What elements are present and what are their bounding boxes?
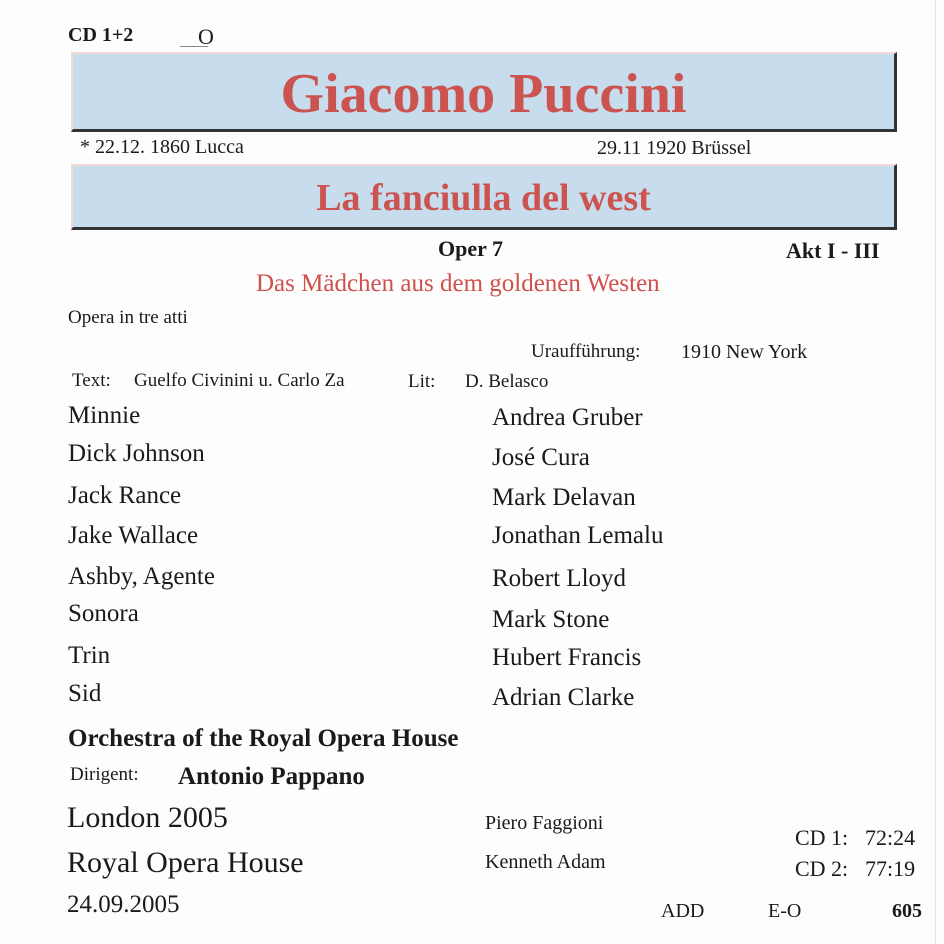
format-label: ADD: [661, 900, 705, 922]
cast-role: Trin: [68, 642, 111, 669]
orchestra: Orchestra of the Royal Opera House: [68, 725, 459, 752]
text-label: Text:: [72, 370, 111, 391]
cast-role: Ashby, Agente: [68, 563, 215, 590]
duration-time: 72:24: [865, 825, 916, 850]
cast-role: Sid: [68, 680, 102, 707]
opera-title-banner: [71, 164, 897, 230]
cast-role: Jack Rance: [68, 482, 182, 509]
cd-label: CD 1+2: [68, 24, 134, 46]
cast-singer: Adrian Clarke: [492, 684, 635, 711]
cast-singer: Robert Lloyd: [492, 565, 627, 592]
composer-name: Giacomo Puccini: [280, 63, 687, 125]
cast-singer: Jonathan Lemalu: [492, 522, 664, 549]
opera-title: La fanciulla del west: [316, 177, 651, 219]
lit-value: D. Belasco: [465, 371, 549, 392]
credit: Kenneth Adam: [485, 851, 606, 873]
composer-death: 29.11 1920 Brüssel: [597, 137, 752, 159]
header-mark: O: [198, 24, 214, 49]
cast-singer: Hubert Francis: [492, 644, 642, 671]
cast-role: Dick Johnson: [68, 440, 205, 467]
edition-label: E-O: [768, 900, 802, 922]
cast-singer: Mark Stone: [492, 606, 610, 633]
cast-role: Minnie: [68, 402, 141, 429]
cast-singer: José Cura: [492, 444, 590, 471]
composer-birth: * 22.12. 1860 Lucca: [80, 136, 244, 158]
recording-venue: Royal Opera House: [67, 846, 304, 879]
credit: Piero Faggioni: [485, 812, 604, 834]
conductor-name: Antonio Pappano: [178, 763, 365, 790]
opera-subtitle: Das Mädchen aus dem goldenen Westen: [256, 270, 660, 297]
opera-number: Oper 7: [438, 236, 503, 261]
recording-date: 24.09.2005: [67, 891, 180, 918]
premiere-label: Uraufführung:: [531, 341, 641, 362]
recording-place-year: London 2005: [67, 801, 228, 834]
duration-label: CD 1:: [795, 825, 849, 850]
cast-singer: Mark Delavan: [492, 484, 636, 511]
cast-role: Sonora: [68, 600, 139, 627]
composer-banner: [71, 52, 897, 132]
catalog-number: 605: [892, 900, 922, 922]
premiere-value: 1910 New York: [681, 341, 808, 363]
cast-role: Jake Wallace: [68, 522, 199, 549]
header-rule: [180, 46, 208, 47]
text-value: Guelfo Civinini u. Carlo Za: [134, 370, 345, 391]
opera-genre: Opera in tre atti: [68, 307, 188, 328]
opera-acts: Akt I - III: [786, 238, 880, 263]
duration-time: 77:19: [865, 856, 916, 881]
lit-label: Lit:: [408, 371, 436, 392]
cast-singer: Andrea Gruber: [492, 404, 643, 431]
duration-label: CD 2:: [795, 856, 849, 881]
conductor-label: Dirigent:: [70, 764, 139, 785]
